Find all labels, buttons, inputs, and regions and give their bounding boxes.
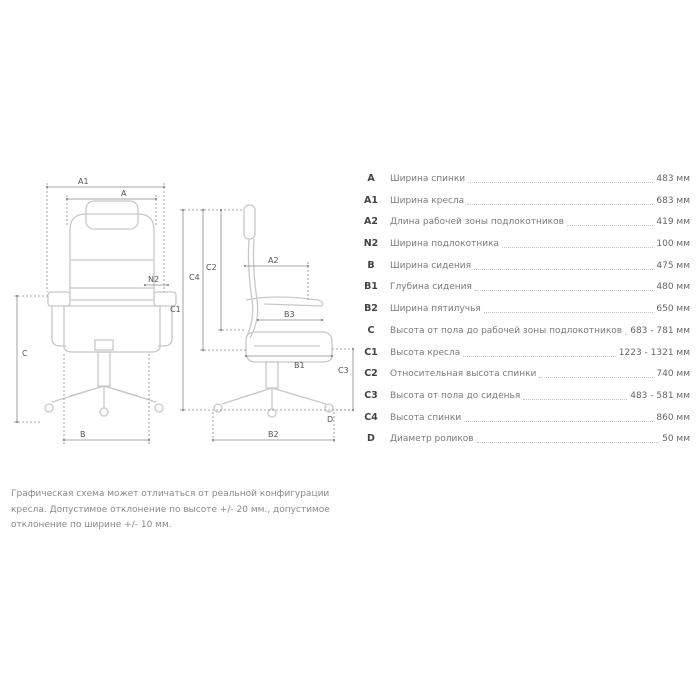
side-dimension-labels — [170, 256, 349, 439]
spec-code: B — [367, 259, 375, 271]
spec-code: C1 — [364, 346, 378, 358]
spec-value: 683 - 781 мм — [627, 324, 690, 338]
spec-row — [360, 432, 690, 454]
spec-row — [360, 280, 690, 302]
spec-value: 1223 - 1321 мм — [616, 346, 690, 360]
dotted-leader — [474, 269, 653, 270]
dotted-leader — [502, 247, 653, 248]
spec-code: N2 — [363, 238, 379, 250]
spec-code: B2 — [364, 303, 378, 315]
side-dimensions — [180, 210, 356, 444]
spec-value: 480 мм — [653, 280, 690, 294]
dim-label-a1: A1 — [78, 177, 89, 186]
dim-label-c2: C2 — [206, 263, 217, 272]
dim-label-c1: C1 — [170, 305, 181, 314]
spec-label: Диаметр роликов — [390, 432, 477, 446]
spec-label: Высота от пола до рабочей зоны подлокотников — [390, 324, 625, 338]
spec-row — [360, 346, 690, 368]
spec-label: Высота спинки — [390, 411, 464, 425]
spec-label: Ширина сидения — [390, 259, 474, 273]
dotted-leader — [475, 290, 653, 291]
spec-label: Высота от пола до сиденья — [390, 389, 523, 403]
spec-code: A2 — [364, 216, 378, 228]
spec-label: Длина рабочей зоны подлокотников — [390, 215, 567, 229]
dotted-leader — [539, 377, 653, 378]
spec-label: Ширина подлокотника — [390, 237, 502, 251]
front-dimensions — [14, 183, 168, 444]
dim-label-c4: C4 — [189, 273, 200, 282]
dim-label-c3: C3 — [338, 366, 349, 375]
spec-value: 683 мм — [653, 194, 690, 208]
spec-value: 419 мм — [653, 215, 690, 229]
spec-label: Ширина спинки — [390, 172, 468, 186]
spec-value: 860 мм — [653, 411, 690, 425]
dotted-leader — [463, 356, 616, 357]
dotted-leader — [477, 442, 659, 443]
spec-row — [360, 215, 690, 237]
dim-label-n2: N2 — [148, 275, 160, 284]
spec-row — [360, 237, 690, 259]
spec-code: C2 — [364, 368, 378, 380]
spec-code: B1 — [364, 281, 378, 293]
spec-value: 650 мм — [653, 302, 690, 316]
dotted-leader — [567, 225, 653, 226]
spec-value: 50 мм — [659, 432, 690, 446]
spec-value: 100 мм — [653, 237, 690, 251]
dotted-leader — [464, 421, 653, 422]
side-view-chair — [214, 205, 333, 417]
spec-code: C3 — [364, 389, 378, 401]
spec-code: A — [367, 173, 375, 184]
spec-value: 483 - 581 мм — [627, 389, 690, 403]
spec-row — [360, 411, 690, 433]
spec-code: A1 — [364, 194, 378, 206]
dim-label-a: A — [121, 189, 127, 198]
dotted-leader — [484, 312, 654, 313]
spec-code: C4 — [364, 411, 378, 423]
dim-label-b1: B1 — [294, 361, 305, 370]
spec-row — [360, 259, 690, 281]
dim-label-c: C — [22, 349, 28, 358]
dim-label-b3: B3 — [284, 310, 295, 319]
spec-label: Ширина пятилучья — [390, 302, 484, 316]
disclaimer-note: Графическая схема может отличаться от реальной конфигурации кресла. Допустимое отклонение по высоте +/- 20 мм., допустимое отклонение по ширине +/- 10 мм. — [11, 489, 330, 530]
dim-label-b: B — [80, 430, 86, 439]
dim-label-d: D — [327, 415, 334, 424]
spec-code: D — [367, 433, 375, 445]
spec-row — [360, 302, 690, 324]
spec-table — [360, 172, 690, 454]
spec-value: 475 мм — [653, 259, 690, 273]
spec-row — [360, 389, 690, 411]
spec-value: 483 мм — [653, 172, 690, 186]
dotted-leader — [467, 204, 653, 205]
dim-label-b2: B2 — [268, 430, 279, 439]
dotted-leader — [468, 182, 653, 183]
front-view-chair — [45, 201, 176, 416]
spec-label: Высота кресла — [390, 346, 463, 360]
spec-row — [360, 367, 690, 389]
spec-label: Относительная высота спинки — [390, 367, 539, 381]
dim-label-a2: A2 — [268, 256, 279, 265]
dotted-leader — [523, 399, 627, 400]
spec-value: 740 мм — [653, 367, 690, 381]
spec-label: Ширина кресла — [390, 194, 467, 208]
spec-code: C — [367, 324, 375, 336]
spec-label: Глубина сидения — [390, 280, 475, 294]
spec-row — [360, 324, 690, 346]
spec-row — [360, 172, 690, 194]
spec-row — [360, 194, 690, 216]
